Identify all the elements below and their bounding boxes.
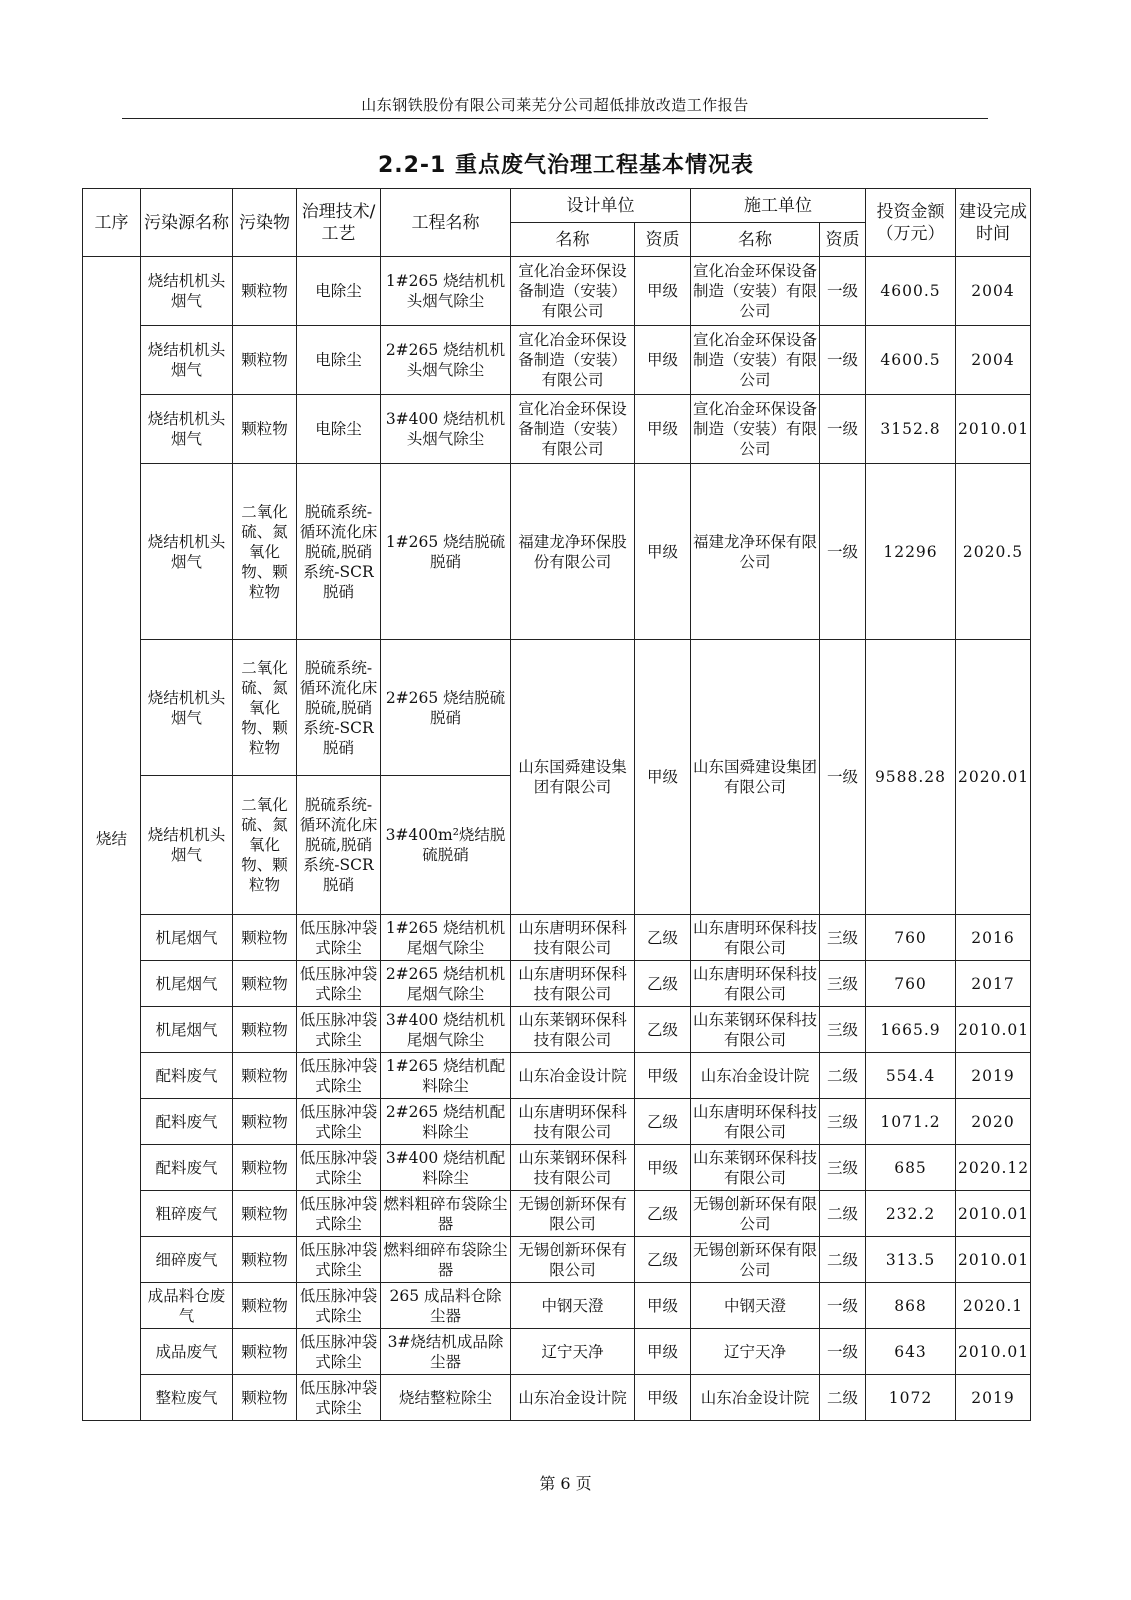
source-cell: 细碎废气: [141, 1237, 233, 1283]
tech-cell: 低压脉冲袋式除尘: [297, 1329, 381, 1375]
project-cell: 1#265 烧结脱硫脱硝: [381, 464, 511, 640]
design-qual-cell: 乙级: [635, 1007, 691, 1053]
col-project: 工程名称: [381, 189, 511, 257]
investment-cell: 313.5: [866, 1237, 956, 1283]
col-tech: 治理技术/工艺: [297, 189, 381, 257]
project-cell: 3#烧结机成品除尘器: [381, 1329, 511, 1375]
source-cell: 烧结机机头烟气: [141, 257, 233, 326]
investment-cell: 760: [866, 961, 956, 1007]
col-investment: 投资金额（万元）: [866, 189, 956, 257]
tech-cell: 电除尘: [297, 395, 381, 464]
pollutant-cell: 颗粒物: [233, 915, 297, 961]
design-name-cell: 山东唐明环保科技有限公司: [511, 961, 635, 1007]
col-source: 污染源名称: [141, 189, 233, 257]
cons-qual-cell: 二级: [820, 1053, 866, 1099]
design-qual-cell: 甲级: [635, 1329, 691, 1375]
source-cell: 烧结机机头烟气: [141, 395, 233, 464]
pollutant-cell: 颗粒物: [233, 1099, 297, 1145]
cons-name-cell: 无锡创新环保有限公司: [691, 1191, 820, 1237]
source-cell: 烧结机机头烟气: [141, 326, 233, 395]
cons-name-cell: 福建龙净环保有限公司: [691, 464, 820, 640]
completion-cell: 2020.01: [956, 640, 1031, 915]
source-cell: 机尾烟气: [141, 915, 233, 961]
investment-cell: 1072: [866, 1375, 956, 1421]
project-cell: 2#265 烧结机机头烟气除尘: [381, 326, 511, 395]
investment-cell: 1665.9: [866, 1007, 956, 1053]
pollutant-cell: 颗粒物: [233, 395, 297, 464]
cons-name-cell: 宣化冶金环保设备制造（安装）有限公司: [691, 326, 820, 395]
investment-cell: 9588.28: [866, 640, 956, 915]
design-qual-cell: 甲级: [635, 1283, 691, 1329]
project-cell: 2#265 烧结脱硫脱硝: [381, 640, 511, 776]
investment-cell: 643: [866, 1329, 956, 1375]
design-qual-cell: 甲级: [635, 640, 691, 915]
table-row: [83, 1007, 1031, 1053]
page-header: 山东钢铁股份有限公司莱芜分公司超低排放改造工作报告: [361, 96, 749, 114]
source-cell: 烧结机机头烟气: [141, 776, 233, 915]
project-cell: 265 成品料仓除尘器: [381, 1283, 511, 1329]
cons-qual-cell: 三级: [820, 1145, 866, 1191]
tech-cell: 低压脉冲袋式除尘: [297, 915, 381, 961]
source-cell: 成品废气: [141, 1329, 233, 1375]
cons-name-cell: 宣化冶金环保设备制造（安装）有限公司: [691, 257, 820, 326]
completion-cell: 2010.01: [956, 1191, 1031, 1237]
header-rule: [122, 118, 988, 119]
completion-cell: 2010.01: [956, 1007, 1031, 1053]
design-qual-cell: 乙级: [635, 1099, 691, 1145]
cons-qual-cell: 三级: [820, 1007, 866, 1053]
completion-cell: 2020.1: [956, 1283, 1031, 1329]
pollutant-cell: 颗粒物: [233, 1283, 297, 1329]
cons-qual-cell: 一级: [820, 257, 866, 326]
completion-cell: 2017: [956, 961, 1031, 1007]
pollutant-cell: 颗粒物: [233, 1237, 297, 1283]
design-qual-cell: 甲级: [635, 326, 691, 395]
project-cell: 3#400m²烧结脱硫脱硝: [381, 776, 511, 915]
col-design-qual: 资质: [635, 223, 691, 257]
col-design-name: 名称: [511, 223, 635, 257]
cons-name-cell: 辽宁天净: [691, 1329, 820, 1375]
table-row: [83, 640, 1031, 776]
tech-cell: 低压脉冲袋式除尘: [297, 1145, 381, 1191]
project-cell: 2#265 烧结机配料除尘: [381, 1099, 511, 1145]
process-cell: 烧结: [83, 257, 141, 1421]
completion-cell: 2010.01: [956, 395, 1031, 464]
cons-name-cell: 无锡创新环保有限公司: [691, 1237, 820, 1283]
pollutant-cell: 颗粒物: [233, 1191, 297, 1237]
col-cons-name: 名称: [691, 223, 820, 257]
pollutant-cell: 颗粒物: [233, 1145, 297, 1191]
design-name-cell: 宣化冶金环保设备制造（安装）有限公司: [511, 257, 635, 326]
completion-cell: 2019: [956, 1053, 1031, 1099]
project-cell: 3#400 烧结机配料除尘: [381, 1145, 511, 1191]
cons-qual-cell: 一级: [820, 1329, 866, 1375]
project-cell: 燃料粗碎布袋除尘器: [381, 1191, 511, 1237]
completion-cell: 2019: [956, 1375, 1031, 1421]
cons-qual-cell: 二级: [820, 1237, 866, 1283]
pollutant-cell: 颗粒物: [233, 326, 297, 395]
cons-qual-cell: 三级: [820, 961, 866, 1007]
design-qual-cell: 乙级: [635, 915, 691, 961]
project-cell: 1#265 烧结机配料除尘: [381, 1053, 511, 1099]
tech-cell: 低压脉冲袋式除尘: [297, 1099, 381, 1145]
project-cell: 燃料细碎布袋除尘器: [381, 1237, 511, 1283]
design-name-cell: 无锡创新环保有限公司: [511, 1237, 635, 1283]
project-cell: 1#265 烧结机机尾烟气除尘: [381, 915, 511, 961]
completion-cell: 2004: [956, 326, 1031, 395]
design-qual-cell: 甲级: [635, 464, 691, 640]
investment-cell: 685: [866, 1145, 956, 1191]
tech-cell: 低压脉冲袋式除尘: [297, 1007, 381, 1053]
design-qual-cell: 甲级: [635, 257, 691, 326]
source-cell: 配料废气: [141, 1053, 233, 1099]
col-process: 工序: [83, 189, 141, 257]
table-row: [83, 1099, 1031, 1145]
cons-qual-cell: 二级: [820, 1375, 866, 1421]
pollutant-cell: 二氧化硫、氮氧化物、颗粒物: [233, 640, 297, 776]
pollutant-cell: 二氧化硫、氮氧化物、颗粒物: [233, 776, 297, 915]
cons-qual-cell: 一级: [820, 395, 866, 464]
pollutant-cell: 颗粒物: [233, 961, 297, 1007]
cons-name-cell: 山东冶金设计院: [691, 1375, 820, 1421]
table-row: [83, 915, 1031, 961]
completion-cell: 2020: [956, 1099, 1031, 1145]
page-number: 第 6 页: [539, 1474, 592, 1493]
table-row: [83, 1375, 1031, 1421]
source-cell: 配料废气: [141, 1145, 233, 1191]
cons-qual-cell: 一级: [820, 326, 866, 395]
project-cell: 烧结整粒除尘: [381, 1375, 511, 1421]
pollutant-cell: 颗粒物: [233, 1375, 297, 1421]
pollutant-cell: 颗粒物: [233, 1329, 297, 1375]
cons-qual-cell: 一级: [820, 464, 866, 640]
design-qual-cell: 甲级: [635, 395, 691, 464]
source-cell: 烧结机机头烟气: [141, 640, 233, 776]
cons-name-cell: 宣化冶金环保设备制造（安装）有限公司: [691, 395, 820, 464]
completion-cell: 2010.01: [956, 1329, 1031, 1375]
source-cell: 烧结机机头烟气: [141, 464, 233, 640]
tech-cell: 低压脉冲袋式除尘: [297, 1053, 381, 1099]
cons-name-cell: 山东冶金设计院: [691, 1053, 820, 1099]
investment-cell: 554.4: [866, 1053, 956, 1099]
table-row: [83, 1145, 1031, 1191]
design-qual-cell: 乙级: [635, 961, 691, 1007]
pollutant-cell: 二氧化硫、氮氧化物、颗粒物: [233, 464, 297, 640]
col-pollutant: 污染物: [233, 189, 297, 257]
table-row: [83, 1053, 1031, 1099]
completion-cell: 2020.12: [956, 1145, 1031, 1191]
completion-cell: 2010.01: [956, 1237, 1031, 1283]
cons-name-cell: 中钢天澄: [691, 1283, 820, 1329]
design-name-cell: 山东冶金设计院: [511, 1053, 635, 1099]
completion-cell: 2020.5: [956, 464, 1031, 640]
investment-cell: 3152.8: [866, 395, 956, 464]
source-cell: 粗碎废气: [141, 1191, 233, 1237]
design-name-cell: 辽宁天净: [511, 1329, 635, 1375]
tech-cell: 电除尘: [297, 257, 381, 326]
pollutant-cell: 颗粒物: [233, 1007, 297, 1053]
project-cell: 1#265 烧结机机头烟气除尘: [381, 257, 511, 326]
design-name-cell: 中钢天澄: [511, 1283, 635, 1329]
source-cell: 成品料仓废气: [141, 1283, 233, 1329]
design-qual-cell: 甲级: [635, 1145, 691, 1191]
design-name-cell: 无锡创新环保有限公司: [511, 1191, 635, 1237]
cons-name-cell: 山东国舜建设集团有限公司: [691, 640, 820, 915]
source-cell: 机尾烟气: [141, 1007, 233, 1053]
table-row: [83, 1191, 1031, 1237]
design-name-cell: 山东莱钢环保科技有限公司: [511, 1007, 635, 1053]
cons-name-cell: 山东莱钢环保科技有限公司: [691, 1145, 820, 1191]
design-qual-cell: 乙级: [635, 1191, 691, 1237]
investment-cell: 12296: [866, 464, 956, 640]
tech-cell: 低压脉冲袋式除尘: [297, 1237, 381, 1283]
col-design-unit: 设计单位: [511, 189, 691, 223]
pollutant-cell: 颗粒物: [233, 1053, 297, 1099]
design-name-cell: 山东唐明环保科技有限公司: [511, 1099, 635, 1145]
table-row: [83, 464, 1031, 640]
investment-cell: 1071.2: [866, 1099, 956, 1145]
source-cell: 机尾烟气: [141, 961, 233, 1007]
design-qual-cell: 甲级: [635, 1375, 691, 1421]
cons-qual-cell: 一级: [820, 1283, 866, 1329]
design-qual-cell: 甲级: [635, 1053, 691, 1099]
investment-cell: 868: [866, 1283, 956, 1329]
table-row: [83, 961, 1031, 1007]
table-row: [83, 1329, 1031, 1375]
cons-qual-cell: 三级: [820, 915, 866, 961]
cons-qual-cell: 一级: [820, 640, 866, 915]
col-completion: 建设完成时间: [956, 189, 1031, 257]
table-row: [83, 326, 1031, 395]
tech-cell: 低压脉冲袋式除尘: [297, 1283, 381, 1329]
investment-cell: 232.2: [866, 1191, 956, 1237]
completion-cell: 2004: [956, 257, 1031, 326]
project-cell: 3#400 烧结机机头烟气除尘: [381, 395, 511, 464]
cons-qual-cell: 二级: [820, 1191, 866, 1237]
design-name-cell: 山东莱钢环保科技有限公司: [511, 1145, 635, 1191]
cons-name-cell: 山东唐明环保科技有限公司: [691, 1099, 820, 1145]
table-title: 2.2-1 重点废气治理工程基本情况表: [377, 153, 755, 178]
project-cell: 2#265 烧结机机尾烟气除尘: [381, 961, 511, 1007]
table-row: [83, 257, 1031, 326]
table-row: [83, 1237, 1031, 1283]
col-construction-unit: 施工单位: [691, 189, 866, 223]
design-name-cell: 山东唐明环保科技有限公司: [511, 915, 635, 961]
cons-name-cell: 山东唐明环保科技有限公司: [691, 961, 820, 1007]
design-name-cell: 宣化冶金环保设备制造（安装）有限公司: [511, 326, 635, 395]
investment-cell: 760: [866, 915, 956, 961]
cons-name-cell: 山东莱钢环保科技有限公司: [691, 1007, 820, 1053]
tech-cell: 低压脉冲袋式除尘: [297, 961, 381, 1007]
source-cell: 配料废气: [141, 1099, 233, 1145]
investment-cell: 4600.5: [866, 326, 956, 395]
tech-cell: 低压脉冲袋式除尘: [297, 1375, 381, 1421]
tech-cell: 脱硫系统-循环流化床脱硫,脱硝系统-SCR脱硝: [297, 640, 381, 776]
cons-qual-cell: 三级: [820, 1099, 866, 1145]
design-name-cell: 山东国舜建设集团有限公司: [511, 640, 635, 915]
tech-cell: 低压脉冲袋式除尘: [297, 1191, 381, 1237]
cons-name-cell: 山东唐明环保科技有限公司: [691, 915, 820, 961]
col-cons-qual: 资质: [820, 223, 866, 257]
design-name-cell: 宣化冶金环保设备制造（安装）有限公司: [511, 395, 635, 464]
design-qual-cell: 乙级: [635, 1237, 691, 1283]
completion-cell: 2016: [956, 915, 1031, 961]
table-row: [83, 1283, 1031, 1329]
tech-cell: 电除尘: [297, 326, 381, 395]
source-cell: 整粒废气: [141, 1375, 233, 1421]
table-row: [83, 395, 1031, 464]
project-cell: 3#400 烧结机机尾烟气除尘: [381, 1007, 511, 1053]
design-name-cell: 山东冶金设计院: [511, 1375, 635, 1421]
emission-table: [82, 188, 1031, 1421]
pollutant-cell: 颗粒物: [233, 257, 297, 326]
tech-cell: 脱硫系统-循环流化床脱硫,脱硝系统-SCR脱硝: [297, 776, 381, 915]
design-name-cell: 福建龙净环保股份有限公司: [511, 464, 635, 640]
investment-cell: 4600.5: [866, 257, 956, 326]
tech-cell: 脱硫系统-循环流化床脱硫,脱硝系统-SCR脱硝: [297, 464, 381, 640]
